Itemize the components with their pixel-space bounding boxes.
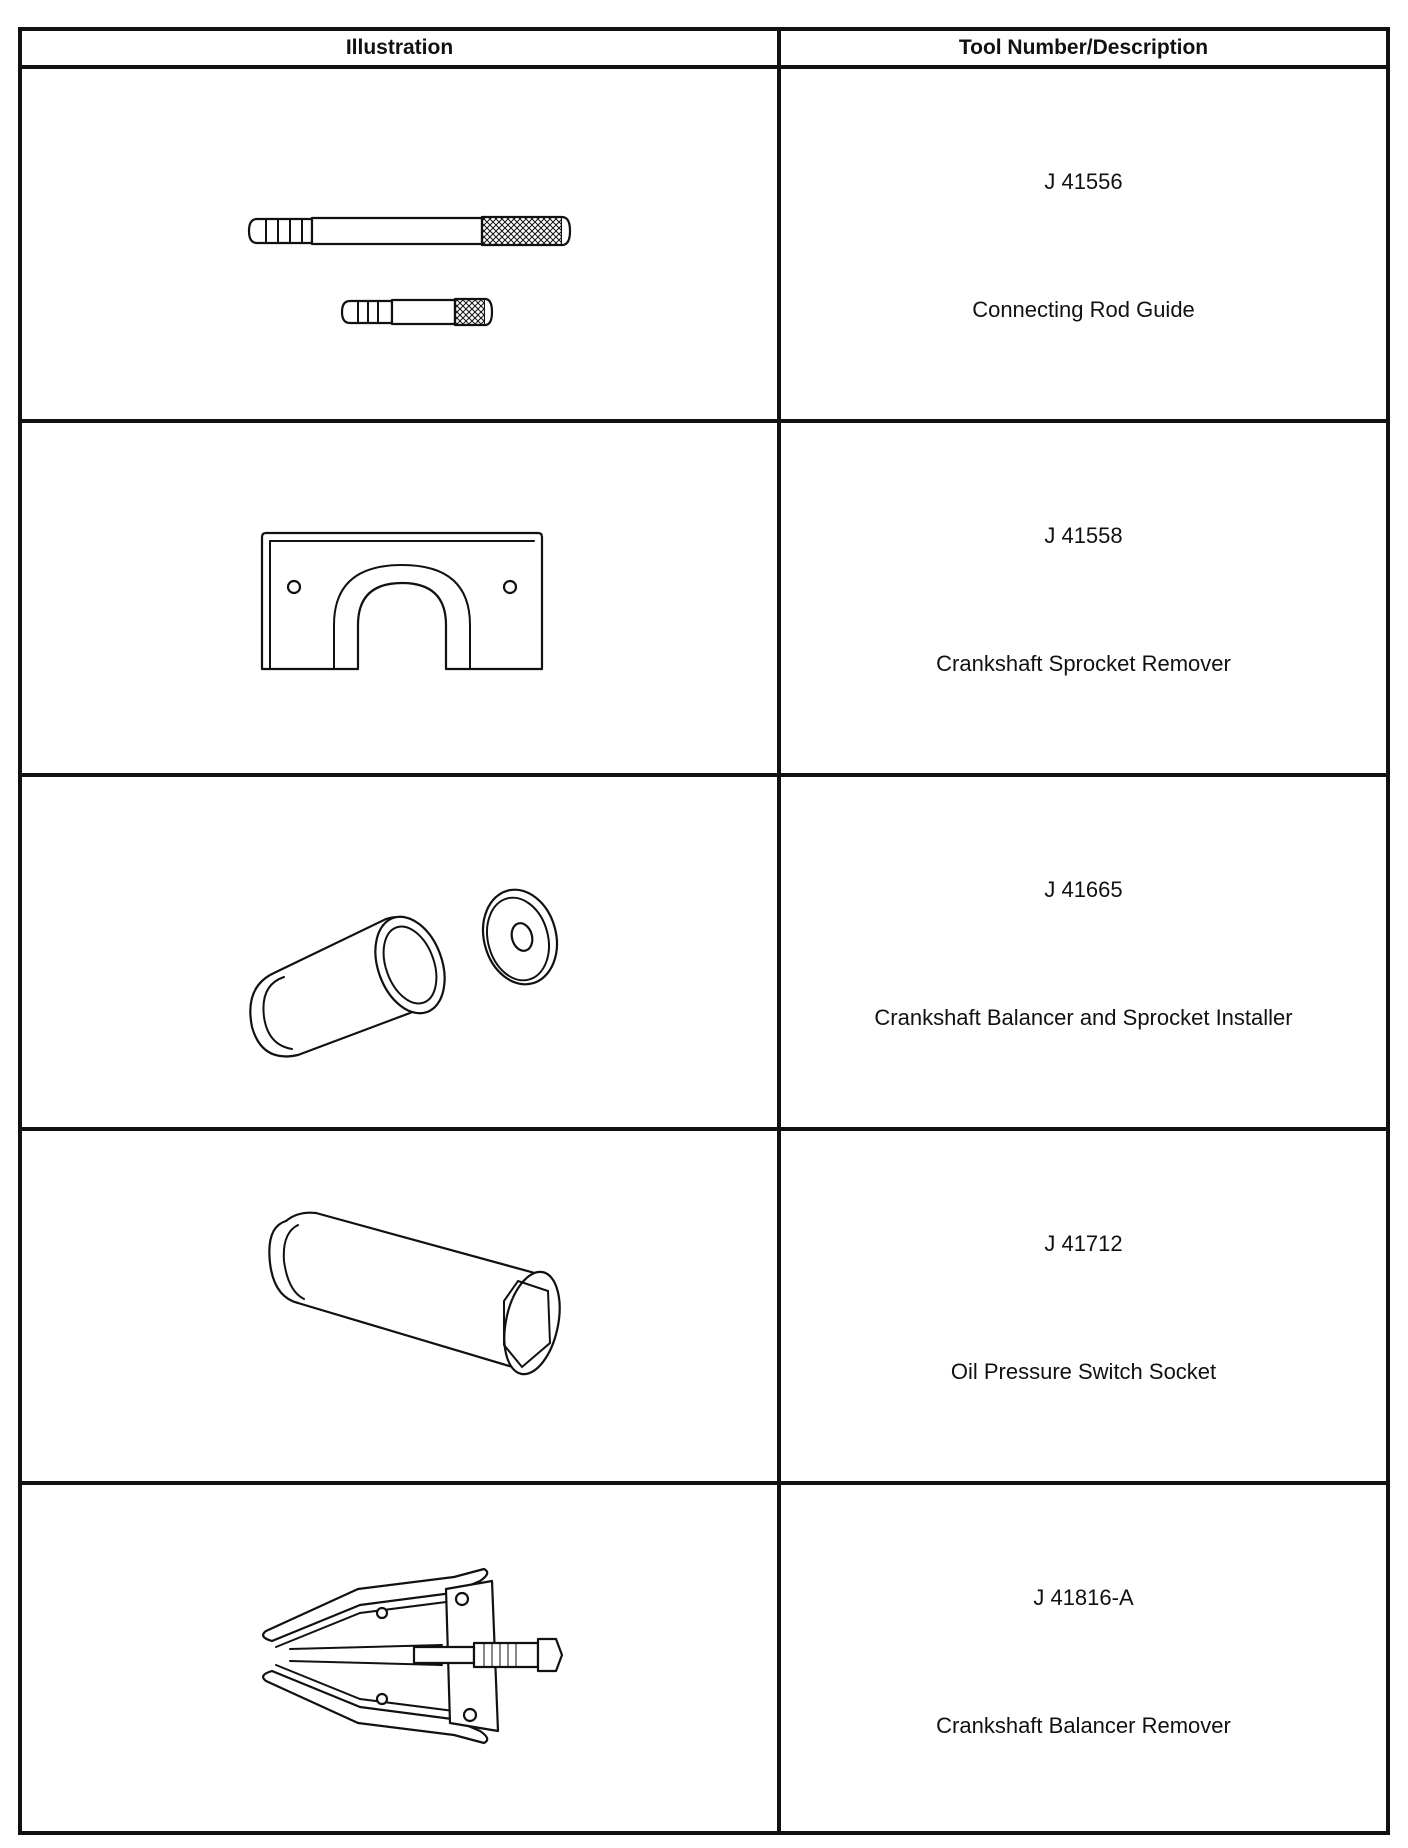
special-tools-table bbox=[18, 27, 1390, 1835]
tool-number: J 41558 bbox=[1044, 523, 1123, 548]
tool-cell bbox=[781, 1131, 1386, 1481]
tool-cell bbox=[781, 777, 1386, 1127]
table-row bbox=[22, 69, 1386, 423]
tool-number: J 41816-A bbox=[1033, 1585, 1134, 1610]
illustration-cell bbox=[22, 1485, 777, 1835]
illustration-cell bbox=[22, 777, 777, 1127]
illustration-cell bbox=[22, 423, 777, 773]
illustration-cell bbox=[22, 1131, 777, 1481]
table-row bbox=[22, 1131, 1386, 1485]
tool-description: Crankshaft Balancer Remover bbox=[936, 1713, 1231, 1738]
illustration-cell bbox=[22, 69, 777, 419]
tool-number: J 41712 bbox=[1044, 1231, 1123, 1256]
tool-description: Oil Pressure Switch Socket bbox=[950, 1359, 1217, 1384]
tool-description: Connecting Rod Guide bbox=[972, 297, 1195, 322]
table-row bbox=[22, 777, 1386, 1131]
connecting-rod-guide-icon bbox=[22, 69, 777, 419]
balancer-installer-icon bbox=[22, 777, 777, 1127]
tool-number: J 41556 bbox=[1044, 169, 1123, 194]
header-tool-description: Tool Number/Description bbox=[958, 36, 1209, 59]
oil-pressure-socket-icon bbox=[22, 1131, 777, 1481]
tool-number: J 41665 bbox=[1044, 877, 1123, 902]
sprocket-remover-icon bbox=[22, 423, 777, 773]
tool-description: Crankshaft Balancer and Sprocket Installer bbox=[874, 1005, 1293, 1030]
table-row bbox=[22, 423, 1386, 777]
header-illustration: Illustration bbox=[345, 36, 454, 59]
tool-description: Crankshaft Sprocket Remover bbox=[936, 651, 1231, 676]
balancer-puller-icon bbox=[22, 1485, 777, 1835]
table-row bbox=[22, 1485, 1386, 1839]
tool-cell bbox=[781, 69, 1386, 419]
tool-cell bbox=[781, 423, 1386, 773]
tool-cell bbox=[781, 1485, 1386, 1835]
table-header bbox=[22, 31, 1386, 69]
